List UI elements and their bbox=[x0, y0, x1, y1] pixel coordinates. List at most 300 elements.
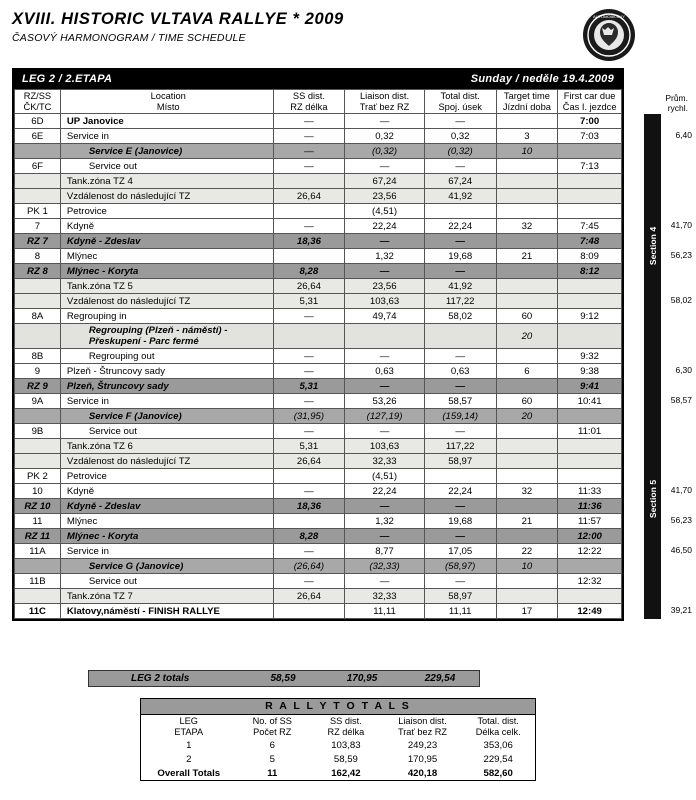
cell-target-time: 17 bbox=[496, 604, 558, 619]
table-row bbox=[15, 189, 622, 204]
cell-liaison-dist: — bbox=[345, 379, 425, 394]
cell-rzss: 10 bbox=[15, 484, 61, 499]
cell-liaison-dist: 11,11 bbox=[345, 604, 425, 619]
table-row bbox=[15, 529, 622, 544]
cell-rzss: PK 1 bbox=[15, 204, 61, 219]
cell-leg: Overall Totals bbox=[157, 767, 221, 779]
cell-target-time bbox=[496, 159, 558, 174]
table-row bbox=[15, 559, 622, 574]
cell-first-car-due bbox=[558, 469, 622, 484]
cell-total-dist: — bbox=[424, 529, 496, 544]
col-head-total-dist: Total dist. Spoj. úsek bbox=[424, 90, 496, 114]
cell-location: Regrouping in bbox=[60, 309, 273, 324]
svg-text:AUTOMOBILOVY: AUTOMOBILOVY bbox=[593, 14, 625, 19]
rail-header: Prům. rychl. bbox=[665, 93, 688, 113]
cell-location: Service G (Janovice) bbox=[60, 559, 273, 574]
cell-first-car-due: 7:45 bbox=[558, 219, 622, 234]
totals-row bbox=[141, 738, 535, 752]
cell-first-car-due bbox=[558, 589, 622, 604]
cell-total-dist: 117,22 bbox=[424, 439, 496, 454]
tot-col-ss-dist: SS dist. RZ délka bbox=[327, 716, 365, 737]
cell-first-car-due: 11:36 bbox=[558, 499, 622, 514]
cell-location: Service in bbox=[60, 544, 273, 559]
average-speed-value: 58,02 bbox=[670, 294, 692, 305]
cell-target-time: 10 bbox=[496, 144, 558, 159]
cell-first-car-due: 7:03 bbox=[558, 129, 622, 144]
cell-target-time bbox=[496, 499, 558, 514]
cell-first-car-due: 9:41 bbox=[558, 379, 622, 394]
cell-location: UP Janovice bbox=[60, 114, 273, 129]
cell-location: Vzdálenost do následující TZ bbox=[60, 454, 273, 469]
cell-first-car-due bbox=[558, 409, 622, 424]
cell-location: Plzeň - Štruncovy sady bbox=[60, 364, 273, 379]
cell-ss-count: 11 bbox=[267, 767, 278, 779]
cell-rzss: 11C bbox=[15, 604, 61, 619]
cell-target-time: 3 bbox=[496, 129, 558, 144]
section-label: Section 4 bbox=[647, 227, 658, 266]
cell-total-dist: — bbox=[424, 349, 496, 364]
cell-rzss: RZ 9 bbox=[15, 379, 61, 394]
cell-ss-dist: — bbox=[273, 144, 345, 159]
cell-first-car-due: 7:48 bbox=[558, 234, 622, 249]
cell-liaison-dist: 420,18 bbox=[407, 767, 438, 779]
cell-ss-dist: — bbox=[273, 114, 345, 129]
cell-location: Mlýnec bbox=[60, 514, 273, 529]
cell-location: Tank.zóna TZ 7 bbox=[60, 589, 273, 604]
table-row bbox=[15, 294, 622, 309]
cell-first-car-due: 10:41 bbox=[558, 394, 622, 409]
page-subtitle: ČASOVÝ HARMONOGRAM / TIME SCHEDULE bbox=[12, 32, 246, 44]
rally-totals-panel bbox=[140, 698, 536, 781]
cell-target-time bbox=[496, 294, 558, 309]
cell-rzss: 6E bbox=[15, 129, 61, 144]
cell-total-dist: 58,02 bbox=[424, 309, 496, 324]
table-row bbox=[15, 219, 622, 234]
cell-ss-dist: 26,64 bbox=[273, 189, 345, 204]
cell-total-dist: (159,14) bbox=[424, 409, 496, 424]
table-row bbox=[15, 364, 622, 379]
table-row bbox=[15, 454, 622, 469]
cell-ss-dist: — bbox=[273, 394, 345, 409]
cell-location: Tank.zóna TZ 6 bbox=[60, 439, 273, 454]
cell-target-time: 20 bbox=[496, 324, 558, 349]
cell-rzss bbox=[15, 559, 61, 574]
cell-first-car-due bbox=[558, 189, 622, 204]
cell-location: Klatovy,náměstí - FINISH RALLYE bbox=[60, 604, 273, 619]
cell-rzss bbox=[15, 409, 61, 424]
average-speed-value: 56,23 bbox=[670, 514, 692, 525]
cell-rzss: 6D bbox=[15, 114, 61, 129]
cell-target-time bbox=[496, 234, 558, 249]
rally-totals-title: R A L L Y T O T A L S bbox=[141, 699, 535, 715]
cell-liaison-dist: 1,32 bbox=[345, 514, 425, 529]
cell-first-car-due bbox=[558, 454, 622, 469]
table-header-row bbox=[15, 90, 622, 114]
section-bar bbox=[644, 114, 661, 379]
cell-total-dist bbox=[424, 469, 496, 484]
cell-liaison-dist: 23,56 bbox=[345, 279, 425, 294]
average-speed-value: 58,57 bbox=[670, 394, 692, 405]
cell-target-time: 20 bbox=[496, 409, 558, 424]
leg-totals-label: LEG 2 totals bbox=[131, 673, 190, 684]
cell-total-dist: (0,32) bbox=[424, 144, 496, 159]
cell-location: Service in bbox=[60, 394, 273, 409]
cell-ss-dist: 26,64 bbox=[273, 454, 345, 469]
table-row bbox=[15, 379, 622, 394]
cell-liaison-dist: 67,24 bbox=[345, 174, 425, 189]
cell-location: Petrovice bbox=[60, 204, 273, 219]
table-row bbox=[15, 439, 622, 454]
average-speed-value: 46,50 bbox=[670, 544, 692, 555]
cell-first-car-due: 8:09 bbox=[558, 249, 622, 264]
cell-location: Service out bbox=[60, 159, 273, 174]
col-head-location: Location Místo bbox=[60, 90, 273, 114]
cell-total-dist: 353,06 bbox=[483, 739, 513, 751]
table-row bbox=[15, 249, 622, 264]
cell-target-time: 60 bbox=[496, 394, 558, 409]
cell-total-dist: 11,11 bbox=[424, 604, 496, 619]
cell-rzss bbox=[15, 144, 61, 159]
cell-total-dist: — bbox=[424, 424, 496, 439]
cell-ss-dist: 103,83 bbox=[331, 739, 361, 751]
cell-ss-dist bbox=[273, 174, 345, 189]
cell-rzss: 8B bbox=[15, 349, 61, 364]
schedule-rows bbox=[15, 114, 622, 619]
cell-ss-dist: 26,64 bbox=[273, 279, 345, 294]
cell-location: Mlýnec bbox=[60, 249, 273, 264]
table-row bbox=[15, 309, 622, 324]
cell-liaison-dist: (32,33) bbox=[345, 559, 425, 574]
cell-ss-dist: 18,36 bbox=[273, 499, 345, 514]
cell-rzss: 7 bbox=[15, 219, 61, 234]
cell-location: Kdyně bbox=[60, 484, 273, 499]
rally-totals-rows bbox=[141, 738, 535, 780]
cell-liaison-dist: (0,32) bbox=[345, 144, 425, 159]
cell-total-dist: — bbox=[424, 234, 496, 249]
cell-location: Vzdálenost do následující TZ bbox=[60, 294, 273, 309]
table-row bbox=[15, 159, 622, 174]
cell-rzss bbox=[15, 439, 61, 454]
cell-liaison-dist: — bbox=[345, 424, 425, 439]
cell-ss-dist: — bbox=[273, 129, 345, 144]
cell-target-time bbox=[496, 454, 558, 469]
cell-ss-dist: — bbox=[273, 484, 345, 499]
cell-target-time bbox=[496, 349, 558, 364]
cell-ss-dist: — bbox=[273, 349, 345, 364]
cell-target-time bbox=[496, 439, 558, 454]
cell-rzss bbox=[15, 324, 61, 349]
cell-first-car-due bbox=[558, 204, 622, 219]
table-row bbox=[15, 544, 622, 559]
cell-target-time: 32 bbox=[496, 219, 558, 234]
tot-col-ss-count: No. of SS Počet RZ bbox=[252, 716, 292, 737]
cell-target-time bbox=[496, 589, 558, 604]
cell-ss-dist bbox=[273, 249, 345, 264]
cell-liaison-dist: — bbox=[345, 529, 425, 544]
table-row bbox=[15, 574, 622, 589]
leg-header-left: LEG 2 / 2.ETAPA bbox=[22, 73, 113, 85]
cell-total-dist: 582,60 bbox=[483, 767, 513, 779]
cell-ss-dist: — bbox=[273, 364, 345, 379]
table-row bbox=[15, 144, 622, 159]
cell-location: Kdyně bbox=[60, 219, 273, 234]
tot-col-liaison-dist: Liaison dist. Trať bez RZ bbox=[397, 716, 448, 737]
cell-target-time bbox=[496, 379, 558, 394]
cell-ss-dist bbox=[273, 469, 345, 484]
cell-ss-dist: (26,64) bbox=[273, 559, 345, 574]
cell-target-time bbox=[496, 469, 558, 484]
cell-first-car-due bbox=[558, 144, 622, 159]
cell-ss-dist: (31,95) bbox=[273, 409, 345, 424]
table-row bbox=[15, 469, 622, 484]
cell-rzss bbox=[15, 294, 61, 309]
cell-rzss: 6F bbox=[15, 159, 61, 174]
cell-leg: 1 bbox=[186, 739, 192, 751]
cell-first-car-due: 11:01 bbox=[558, 424, 622, 439]
cell-rzss bbox=[15, 189, 61, 204]
cell-location: Service in bbox=[60, 129, 273, 144]
cell-first-car-due bbox=[558, 279, 622, 294]
cell-ss-dist: 5,31 bbox=[273, 439, 345, 454]
cell-leg: 2 bbox=[186, 753, 192, 765]
cell-liaison-dist: — bbox=[345, 499, 425, 514]
cell-ss-dist: 8,28 bbox=[273, 529, 345, 544]
table-row bbox=[15, 324, 622, 349]
cell-liaison-dist: — bbox=[345, 234, 425, 249]
cell-rzss: PK 2 bbox=[15, 469, 61, 484]
cell-target-time bbox=[496, 574, 558, 589]
cell-location: Regrouping out bbox=[60, 349, 273, 364]
cell-ss-dist: — bbox=[273, 544, 345, 559]
cell-first-car-due: 12:22 bbox=[558, 544, 622, 559]
cell-location: Service E (Janovice) bbox=[60, 144, 273, 159]
cell-ss-dist: 18,36 bbox=[273, 234, 345, 249]
cell-liaison-dist: — bbox=[345, 114, 425, 129]
table-row bbox=[15, 174, 622, 189]
cell-liaison-dist: — bbox=[345, 264, 425, 279]
cell-target-time: 32 bbox=[496, 484, 558, 499]
cell-total-dist: — bbox=[424, 264, 496, 279]
cell-ss-dist bbox=[273, 324, 345, 349]
cell-first-car-due: 8:12 bbox=[558, 264, 622, 279]
cell-rzss: 9B bbox=[15, 424, 61, 439]
cell-total-dist: 67,24 bbox=[424, 174, 496, 189]
average-speed-value: 41,70 bbox=[670, 219, 692, 230]
cell-ss-dist: — bbox=[273, 574, 345, 589]
cell-first-car-due: 7:13 bbox=[558, 159, 622, 174]
cell-location: Kdyně - Zdeslav bbox=[60, 234, 273, 249]
leg-totals-total-dist: 229,54 bbox=[424, 673, 456, 684]
cell-liaison-dist: — bbox=[345, 159, 425, 174]
cell-total-dist: — bbox=[424, 499, 496, 514]
totals-row bbox=[141, 766, 535, 780]
cell-total-dist: 58,57 bbox=[424, 394, 496, 409]
cell-liaison-dist: 22,24 bbox=[345, 219, 425, 234]
cell-liaison-dist: (4,51) bbox=[345, 204, 425, 219]
cell-rzss: RZ 11 bbox=[15, 529, 61, 544]
cell-first-car-due bbox=[558, 294, 622, 309]
cell-first-car-due: 7:00 bbox=[558, 114, 622, 129]
cell-total-dist: 41,92 bbox=[424, 189, 496, 204]
cell-target-time bbox=[496, 114, 558, 129]
table-row bbox=[15, 424, 622, 439]
average-speed-value: 6,30 bbox=[675, 364, 692, 375]
cell-target-time: 21 bbox=[496, 514, 558, 529]
cell-rzss: 9 bbox=[15, 364, 61, 379]
cell-total-dist: 17,05 bbox=[424, 544, 496, 559]
cell-liaison-dist bbox=[345, 324, 425, 349]
cell-total-dist: (58,97) bbox=[424, 559, 496, 574]
cell-rzss: 11 bbox=[15, 514, 61, 529]
cell-ss-dist: 162,42 bbox=[331, 767, 361, 779]
cell-ss-dist: — bbox=[273, 159, 345, 174]
cell-total-dist: 22,24 bbox=[424, 484, 496, 499]
rally-totals-table bbox=[141, 715, 535, 780]
cell-location: Service out bbox=[60, 424, 273, 439]
cell-ss-dist bbox=[273, 204, 345, 219]
table-row bbox=[15, 394, 622, 409]
cell-liaison-dist: — bbox=[345, 574, 425, 589]
cell-liaison-dist: 8,77 bbox=[345, 544, 425, 559]
table-row bbox=[15, 204, 622, 219]
leg-header-right: Sunday / neděle 19.4.2009 bbox=[470, 73, 614, 85]
cell-liaison-dist: 0,32 bbox=[345, 129, 425, 144]
col-head-ss-dist: SS dist. RZ délka bbox=[273, 90, 345, 114]
cell-ss-dist: 8,28 bbox=[273, 264, 345, 279]
average-speed-value: 39,21 bbox=[670, 604, 692, 615]
leg-totals-ss-dist: 58,59 bbox=[270, 673, 296, 684]
cell-ss-dist: 5,31 bbox=[273, 379, 345, 394]
cell-ss-dist: — bbox=[273, 309, 345, 324]
cell-target-time bbox=[496, 279, 558, 294]
cell-rzss: RZ 7 bbox=[15, 234, 61, 249]
cell-liaison-dist: 170,95 bbox=[407, 753, 438, 765]
cell-target-time: 6 bbox=[496, 364, 558, 379]
table-row bbox=[15, 499, 622, 514]
cell-first-car-due: 12:49 bbox=[558, 604, 622, 619]
cell-total-dist: 22,24 bbox=[424, 219, 496, 234]
cell-rzss: 9A bbox=[15, 394, 61, 409]
cell-total-dist: — bbox=[424, 159, 496, 174]
cell-rzss: RZ 8 bbox=[15, 264, 61, 279]
cell-rzss bbox=[15, 174, 61, 189]
cell-liaison-dist: — bbox=[345, 349, 425, 364]
cell-rzss: RZ 10 bbox=[15, 499, 61, 514]
cell-ss-count: 6 bbox=[269, 739, 275, 751]
cell-liaison-dist: 103,63 bbox=[345, 439, 425, 454]
cell-target-time bbox=[496, 204, 558, 219]
cell-location: Plzeň, Štruncovy sady bbox=[60, 379, 273, 394]
cell-liaison-dist: 53,26 bbox=[345, 394, 425, 409]
totals-row bbox=[141, 752, 535, 766]
cell-ss-dist: 5,31 bbox=[273, 294, 345, 309]
table-row bbox=[15, 484, 622, 499]
cell-total-dist: — bbox=[424, 574, 496, 589]
cell-target-time: 10 bbox=[496, 559, 558, 574]
cell-target-time bbox=[496, 529, 558, 544]
rally-club-emblem-icon bbox=[582, 8, 636, 62]
document-header bbox=[12, 10, 612, 44]
cell-rzss bbox=[15, 454, 61, 469]
cell-total-dist: 41,92 bbox=[424, 279, 496, 294]
leg-schedule-table-frame bbox=[12, 68, 624, 621]
schedule-table bbox=[14, 89, 622, 619]
cell-total-dist: 19,68 bbox=[424, 249, 496, 264]
cell-location: Tank.zóna TZ 4 bbox=[60, 174, 273, 189]
cell-ss-dist bbox=[273, 604, 345, 619]
cell-total-dist: — bbox=[424, 114, 496, 129]
cell-total-dist: — bbox=[424, 379, 496, 394]
table-row bbox=[15, 409, 622, 424]
cell-liaison-dist: 23,56 bbox=[345, 189, 425, 204]
cell-total-dist bbox=[424, 204, 496, 219]
cell-location: Kdyně - Zdeslav bbox=[60, 499, 273, 514]
table-row bbox=[15, 604, 622, 619]
cell-liaison-dist: (127,19) bbox=[345, 409, 425, 424]
cell-total-dist: 229,54 bbox=[483, 753, 513, 765]
section-bar bbox=[644, 379, 661, 619]
cell-target-time: 60 bbox=[496, 309, 558, 324]
table-row bbox=[15, 264, 622, 279]
cell-first-car-due: 11:57 bbox=[558, 514, 622, 529]
cell-location: Petrovice bbox=[60, 469, 273, 484]
table-row bbox=[15, 514, 622, 529]
cell-target-time bbox=[496, 424, 558, 439]
cell-liaison-dist: 22,24 bbox=[345, 484, 425, 499]
cell-liaison-dist: 103,63 bbox=[345, 294, 425, 309]
cell-target-time: 22 bbox=[496, 544, 558, 559]
tot-col-leg: LEG ETAPA bbox=[174, 716, 204, 737]
col-head-first-car-due: First car due Čas I. jezdce bbox=[558, 90, 622, 114]
cell-ss-dist: 26,64 bbox=[273, 589, 345, 604]
average-speed-value: 41,70 bbox=[670, 484, 692, 495]
cell-total-dist: 0,32 bbox=[424, 129, 496, 144]
rally-totals-header-row bbox=[141, 715, 535, 738]
cell-rzss: 8A bbox=[15, 309, 61, 324]
leg-totals-bar bbox=[88, 670, 480, 687]
cell-ss-dist: — bbox=[273, 219, 345, 234]
cell-ss-dist: 58,59 bbox=[333, 753, 358, 765]
cell-total-dist: 19,68 bbox=[424, 514, 496, 529]
cell-target-time bbox=[496, 174, 558, 189]
cell-rzss: 11A bbox=[15, 544, 61, 559]
cell-first-car-due: 12:00 bbox=[558, 529, 622, 544]
average-speed-value: 6,40 bbox=[675, 129, 692, 140]
cell-ss-dist bbox=[273, 514, 345, 529]
cell-liaison-dist: 1,32 bbox=[345, 249, 425, 264]
leg-header-bar bbox=[14, 70, 622, 89]
table-row bbox=[15, 129, 622, 144]
cell-rzss bbox=[15, 589, 61, 604]
cell-first-car-due: 9:32 bbox=[558, 349, 622, 364]
section-label: Section 5 bbox=[647, 479, 658, 518]
col-head-rzss: RZ/SS ČK/TC bbox=[15, 90, 61, 114]
tot-col-total-dist: Total. dist. Délka celk. bbox=[475, 716, 521, 737]
cell-liaison-dist: 32,33 bbox=[345, 454, 425, 469]
cell-rzss: 11B bbox=[15, 574, 61, 589]
cell-location: Vzdálenost do následující TZ bbox=[60, 189, 273, 204]
cell-rzss: 8 bbox=[15, 249, 61, 264]
cell-first-car-due: 12:32 bbox=[558, 574, 622, 589]
cell-target-time bbox=[496, 264, 558, 279]
cell-location: Service out bbox=[60, 574, 273, 589]
cell-first-car-due: 9:38 bbox=[558, 364, 622, 379]
cell-liaison-dist: 49,74 bbox=[345, 309, 425, 324]
cell-location: Tank.zóna TZ 5 bbox=[60, 279, 273, 294]
average-speed-rail bbox=[628, 68, 692, 114]
table-row bbox=[15, 114, 622, 129]
cell-first-car-due: 9:12 bbox=[558, 309, 622, 324]
